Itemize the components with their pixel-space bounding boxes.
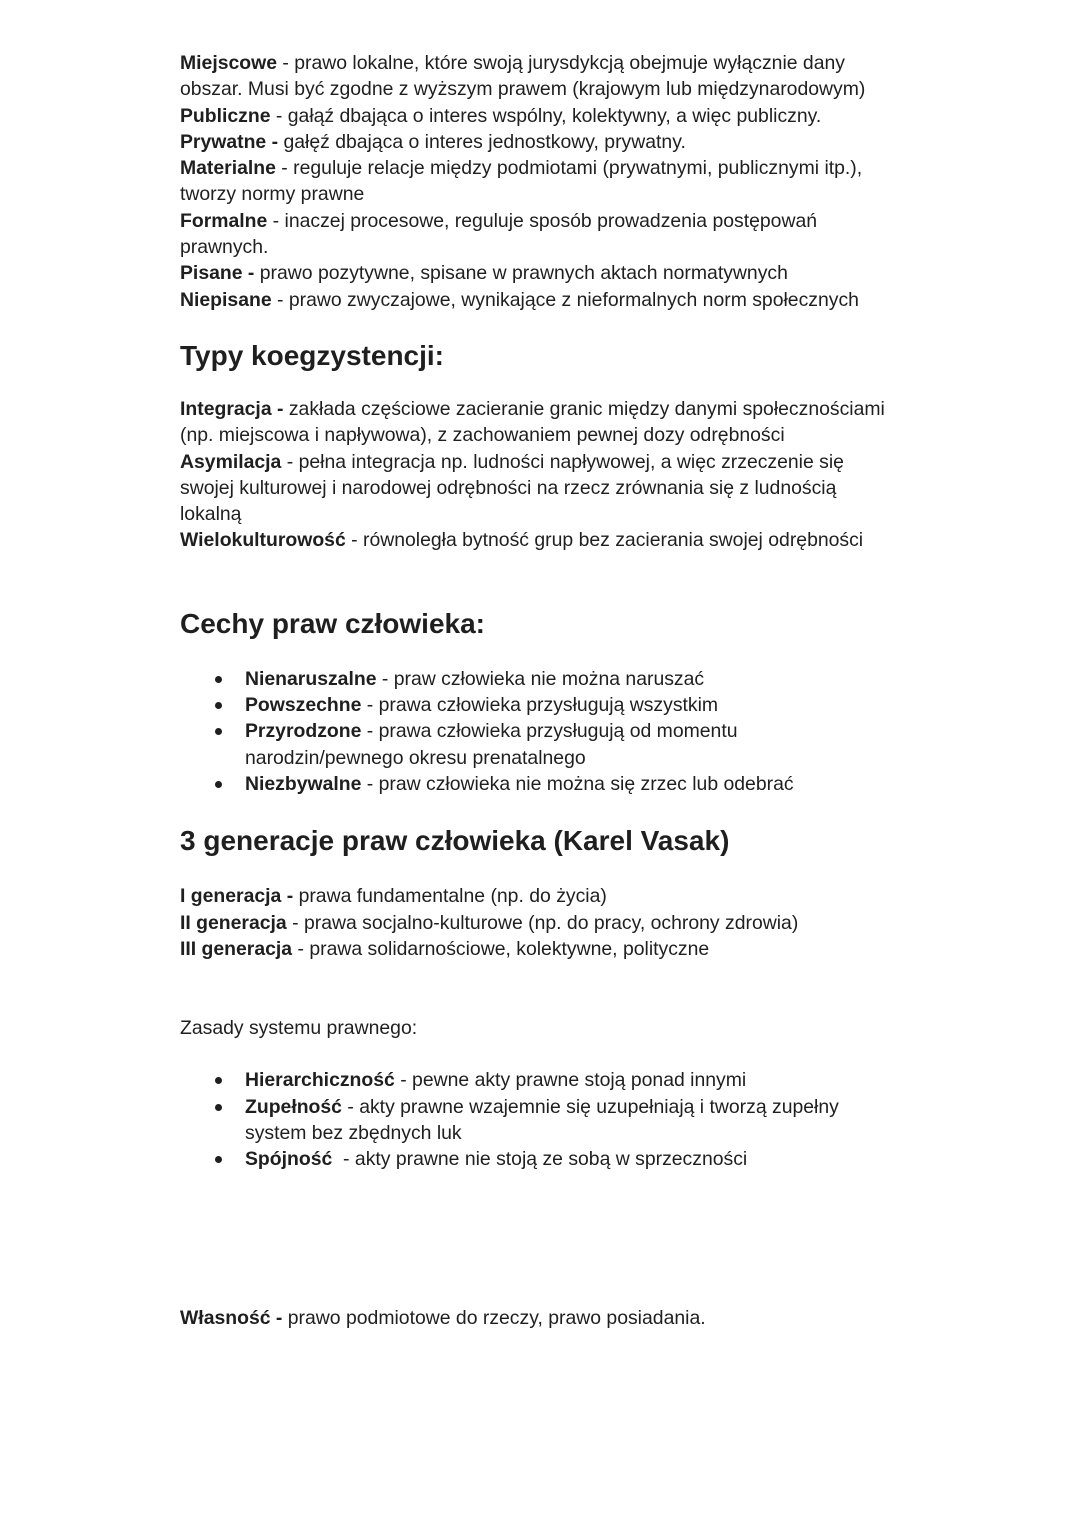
- list-item: Spójność - akty prawne nie stoją ze sobą w sprzeczności: [245, 1146, 900, 1172]
- description: pewne akty prawne stoją ponad innymi: [412, 1069, 747, 1092]
- description: prawa fundamentalne (np. do życia): [298, 885, 607, 908]
- term: Materialne: [180, 157, 276, 180]
- description: prawo podmiotowe do rzeczy, prawo posiadania.: [287, 1306, 706, 1329]
- term: Prywatne -: [180, 130, 279, 153]
- term: Zupełność: [245, 1095, 342, 1118]
- law-types-section: [180, 50, 900, 313]
- list-item: Hierarchiczność - pewne akty prawne stoją ponad innymi: [245, 1067, 900, 1093]
- definition-publiczne: Publiczne - gałąź dbająca o interes wspólny, kolektywny, a więc publiczny.: [180, 104, 822, 127]
- list-item: Przyrodzone - prawa człowieka przysługują od momentu narodzin/pewnego okresu prenatalnego: [245, 718, 765, 771]
- definition-asymilacja: Asymilacja - pełna integracja np. ludności napływowej, a więc zrzeczenie się swojej kulturowej i narodowej odrębności na rzecz zrównania się z ludnością lokalną: [180, 450, 844, 526]
- term: II generacja: [180, 911, 287, 934]
- definition-pisane: [180, 260, 900, 286]
- term: Asymilacja: [180, 450, 282, 473]
- list-item: Niezbywalne - praw człowieka nie można się zrzec lub odebrać: [245, 771, 900, 797]
- heading-legal-system: Zasady systemu prawnego:: [180, 1017, 418, 1040]
- definition-generation-2: II generacja - prawa socjalno-kulturowe (np. do pracy, ochrony zdrowia): [180, 911, 799, 934]
- definition-integracja: [180, 396, 900, 449]
- description: prawa socjalno-kulturowe (np. do pracy, ochrony zdrowia): [303, 911, 799, 934]
- description: pełna integracja np. ludności napływowej, a więc zrzeczenie się swojej kulturowej i narodowej odrębności na rzecz zrównania się z ludnością lokalną: [180, 450, 844, 526]
- definition-wlasnosc: [180, 1305, 900, 1331]
- term: I generacja -: [180, 885, 294, 908]
- term: Miejscowe: [180, 52, 277, 74]
- list-item: Powszechne - prawa człowieka przysługują wszystkim: [245, 692, 900, 718]
- description: prawo zwyczajowe, wynikające z nieformalnych norm społecznych: [288, 288, 859, 311]
- description: prawo pozytywne, spisane w prawnych aktach normatywnych: [259, 262, 788, 285]
- description: gałęź dbająca o interes jednostkowy, prywatny.: [283, 130, 686, 153]
- term: Własność -: [180, 1306, 283, 1329]
- human-rights-features-list: [180, 666, 900, 797]
- description: akty prawne wzajemnie się uzupełniają i tworzą zupełny system bez zbędnych luk: [245, 1095, 839, 1145]
- term: Przyrodzone: [245, 720, 362, 743]
- definition-generation-3: III generacja - prawa solidarnościowe, kolektywne, polityczne: [180, 937, 710, 960]
- coexistence-section: [180, 396, 900, 554]
- definition-materialne: Materialne - reguluje relacje między podmiotami (prywatnymi, publicznymi itp.), tworzy normy prawne: [180, 157, 863, 206]
- definition-generation-1: [180, 883, 900, 909]
- heading-human-rights-features: Cechy praw człowieka:: [180, 607, 486, 639]
- term: Formalne: [180, 209, 268, 232]
- description: reguluje relacje między podmiotami (prywatnymi, publicznymi itp.), tworzy normy prawne: [180, 157, 863, 206]
- legal-system-list: [180, 1067, 900, 1172]
- definition-miejscowe: Miejscowe - prawo lokalne, które swoją jurysdykcją obejmuje wyłącznie dany obszar. Musi być zgodne z wyższym prawem (krajowym lub międzynarodowym): [180, 52, 866, 101]
- definition-prywatne: [180, 129, 900, 155]
- list-item: Zupełność - akty prawne wzajemnie się uzupełniają i tworzą zupełny system bez zbędnych luk: [245, 1094, 875, 1147]
- definition-wielokulturowosc: Wielokulturowość - równoległa bytność grup bez zacierania swojej odrębności: [180, 529, 864, 552]
- description: akty prawne nie stoją ze sobą w sprzeczności: [354, 1148, 748, 1171]
- term: Hierarchiczność: [245, 1069, 395, 1092]
- generations-section: [180, 883, 900, 962]
- term: Publiczne: [180, 104, 271, 127]
- term: Wielokulturowość: [180, 529, 346, 552]
- description: gałąź dbająca o interes wspólny, kolektywny, a więc publiczny.: [287, 104, 822, 127]
- term: Integracja -: [180, 397, 284, 420]
- description: praw człowieka nie można naruszać: [393, 667, 705, 690]
- document-page: [180, 50, 900, 1331]
- description: równoległa bytność grup bez zacierania swojej odrębności: [362, 529, 864, 552]
- description: prawa człowieka przysługują wszystkim: [378, 694, 719, 717]
- list-item: Nienaruszalne - praw człowieka nie można naruszać: [245, 666, 900, 692]
- description: prawa solidarnościowe, kolektywne, polityczne: [309, 937, 710, 960]
- heading-coexistence: Typy koegzystencji:: [180, 339, 445, 371]
- term: III generacja: [180, 937, 293, 960]
- term: Nienaruszalne: [245, 667, 377, 690]
- term: Spójność: [245, 1148, 333, 1171]
- description: prawa człowieka przysługują od momentu narodzin/pewnego okresu prenatalnego: [245, 720, 738, 769]
- term: Powszechne: [245, 694, 362, 717]
- term: Pisane -: [180, 262, 255, 285]
- description: praw człowieka nie można się zrzec lub odebrać: [378, 772, 794, 795]
- heading-generations: 3 generacje praw człowieka (Karel Vasak): [180, 825, 730, 857]
- description: prawo lokalne, które swoją jurysdykcją obejmuje wyłącznie dany obszar. Musi być zgodne z wyższym prawem (krajowym lub międzynarodowym): [180, 52, 866, 101]
- term: Niezbywalne: [245, 772, 362, 795]
- term: Niepisane: [180, 288, 272, 311]
- description: zakłada częściowe zacieranie granic między danymi społecznościami (np. miejscowa i napływowa), z zachowaniem pewnej dozy odrębności: [180, 397, 885, 447]
- description: inaczej procesowe, reguluje sposób prowadzenia postępowań prawnych.: [180, 209, 818, 259]
- definition-formalne: Formalne - inaczej procesowe, reguluje sposób prowadzenia postępowań prawnych.: [180, 209, 818, 259]
- definition-niepisane: Niepisane - prawo zwyczajowe, wynikające z nieformalnych norm społecznych: [180, 288, 859, 311]
